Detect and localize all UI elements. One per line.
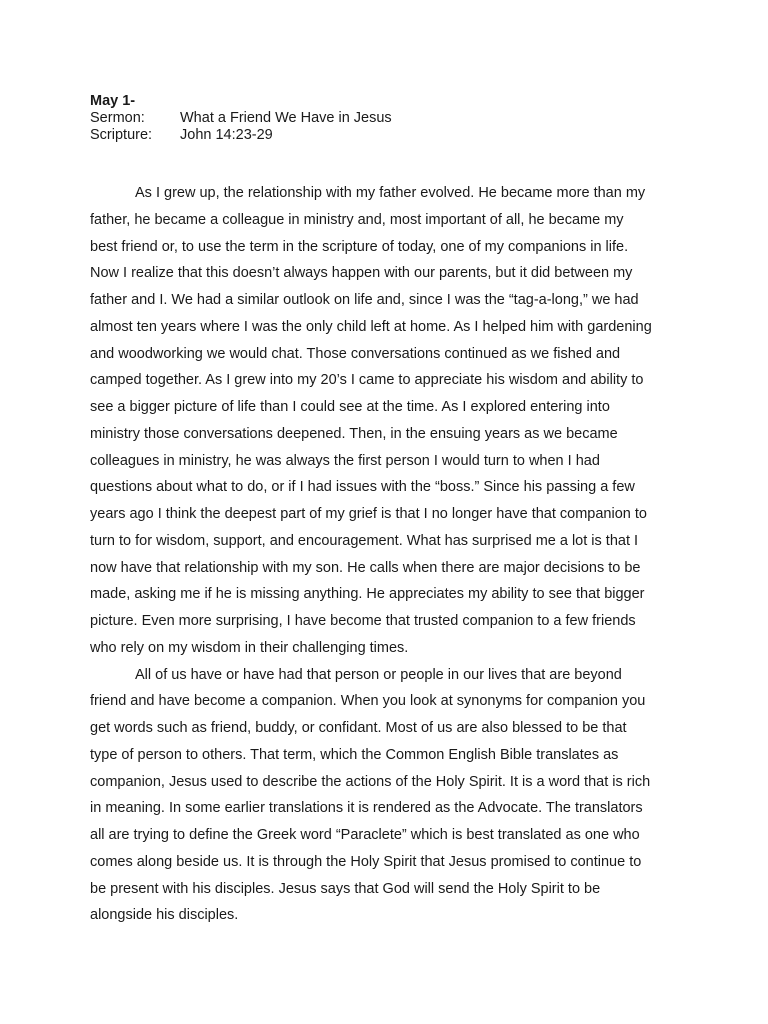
body-line: now have that relationship with my son. He calls when there are major decisions to be bbox=[90, 559, 641, 576]
body-line: almost ten years where I was the only child left at home. As I helped him with gardening bbox=[90, 318, 652, 335]
body-line: As I grew up, the relationship with my father evolved. He became more than my bbox=[135, 185, 646, 201]
body-line: made, asking me if he is missing anything. He appreciates my ability to see that bigger bbox=[90, 586, 645, 603]
sermon-title: What a Friend We Have in Jesus bbox=[180, 110, 392, 126]
sermon-header bbox=[90, 93, 392, 144]
sermon-date: May 1- bbox=[90, 93, 136, 109]
body-line: get words such as friend, buddy, or confidant. Most of us are also blessed to be that bbox=[90, 720, 627, 736]
body-line: see a bigger picture of life than I could see at the time. As I explored entering into bbox=[90, 399, 610, 415]
sermon-body bbox=[90, 180, 690, 929]
body-line: friend and have become a companion. When you look at synonyms for companion you bbox=[90, 693, 646, 710]
body-line: father and I. We had a similar outlook on life and, since I was the “tag-a-long,” we had bbox=[90, 292, 639, 308]
sermon-row bbox=[90, 110, 392, 127]
body-line: alongside his disciples. bbox=[90, 907, 239, 924]
body-line: Now I realize that this doesn’t always happen with our parents, but it did between my bbox=[90, 265, 633, 282]
body-line: picture. Even more surprising, I have become that trusted companion to a few friends bbox=[90, 613, 636, 629]
body-line: who rely on my wisdom in their challenging times. bbox=[90, 639, 409, 656]
body-line: All of us have or have had that person or people in our lives that are beyond bbox=[135, 666, 622, 683]
scripture-reference: John 14:23-29 bbox=[180, 127, 273, 143]
body-line: turn to for wisdom, support, and encouragement. What has surprised me a lot is that I bbox=[90, 532, 639, 549]
body-line: camped together. As I grew into my 20’s I came to appreciate his wisdom and ability to bbox=[90, 372, 644, 389]
body-line: comes along beside us. It is through the Holy Spirit that Jesus promised to continue to bbox=[90, 853, 642, 870]
body-line: companion, Jesus used to describe the actions of the Holy Spirit. It is a word that is rich bbox=[90, 773, 651, 790]
body-line: all are trying to define the Greek word “Paraclete” which is best translated as one who bbox=[90, 827, 640, 843]
sermon-label: Sermon: bbox=[90, 110, 145, 126]
body-line: be present with his disciples. Jesus says that God will send the Holy Spirit to be bbox=[90, 880, 601, 897]
body-line: questions about what to do, or if I had issues with the “boss.” Since his passing a few bbox=[90, 479, 635, 496]
scripture-row bbox=[90, 127, 392, 144]
scripture-label: Scripture: bbox=[90, 127, 153, 143]
body-line: best friend or, to use the term in the scripture of today, one of my companions in life. bbox=[90, 238, 629, 255]
body-line: father, he became a colleague in ministry and, most important of all, he became my bbox=[90, 211, 624, 228]
body-line: colleagues in ministry, he was always the first person I would turn to when I had bbox=[90, 452, 600, 469]
body-line: ministry those conversations deepened. Then, in the ensuing years as we became bbox=[90, 425, 618, 442]
body-line: years ago I think the deepest part of my grief is that I no longer have that companion to bbox=[90, 506, 647, 522]
body-line: in meaning. In some earlier translations it is rendered as the Advocate. The translators bbox=[90, 800, 643, 817]
body-line: and woodworking we would chat. Those conversations continued as we fished and bbox=[90, 345, 621, 362]
body-line: type of person to others. That term, which the Common English Bible translates as bbox=[90, 746, 619, 763]
